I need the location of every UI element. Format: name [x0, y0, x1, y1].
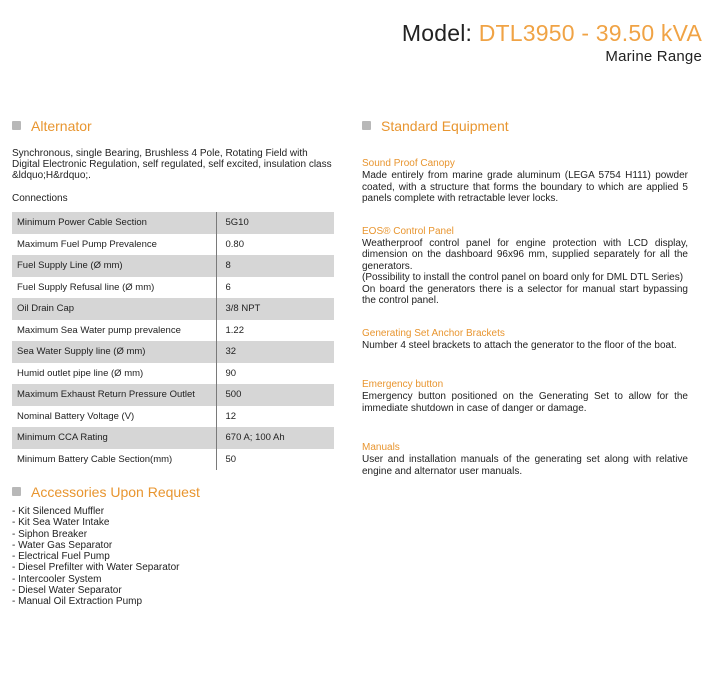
table-row: [12, 363, 334, 385]
spec-key: Oil Drain Cap: [12, 298, 216, 320]
spec-value: 3/8 NPT: [216, 298, 334, 320]
table-row: [12, 277, 334, 299]
table-row: [12, 384, 334, 406]
list-item: - Manual Oil Extraction Pump: [12, 596, 143, 608]
list-item: - Siphon Breaker: [12, 528, 88, 540]
spec-value: 5G10: [216, 212, 334, 234]
equipment-item-text: Emergency button positioned on the Generating Set to allow for the immediate shutdown in case of danger or damage.: [362, 391, 688, 414]
table-row: [12, 406, 334, 428]
table-row: [12, 298, 334, 320]
equipment-item-text: Made entirely from marine grade aluminum (LEGA 5754 H111) powder coated, with a structure that forms the boundary to which are applied 5 panels complete with retractable lever locks.: [362, 170, 688, 204]
list-item: - Water Gas Separator: [12, 539, 113, 551]
model-label: Model:: [401, 20, 473, 46]
standard-equipment-title: Standard Equipment: [381, 118, 509, 134]
equipment-item-text: Number 4 steel brackets to attach the generator to the floor of the boat.: [362, 339, 677, 351]
table-row: [12, 427, 334, 449]
square-bullet-icon: [362, 121, 371, 130]
spec-value: 1.22: [225, 324, 244, 336]
model-value: DTL3950 - 39.50 kVA: [478, 20, 702, 46]
list-item: - Diesel Water Separator: [12, 585, 122, 597]
spec-key: Minimum Battery Cable Section(mm): [12, 449, 216, 471]
spec-value: 32: [216, 341, 334, 363]
spec-key: Sea Water Supply line (Ø mm): [12, 341, 216, 363]
equipment-item-title: Manuals: [362, 442, 400, 453]
page-header: [402, 20, 702, 65]
standard-equipment-section-header: [362, 118, 688, 136]
alternator-description: Synchronous, single Bearing, Brushless 4 Pole, Rotating Field with Digital Electronic Regulation, self regulated, self excited, insulation class &ldquo;H&rdquo;.: [12, 148, 332, 181]
equipment-item-control-panel: [362, 226, 688, 307]
left-column: [12, 118, 334, 608]
equipment-item-title: Emergency button: [362, 379, 444, 390]
alternator-section-header: [12, 118, 334, 136]
spec-key: Minimum CCA Rating: [12, 427, 216, 449]
equipment-item-text: (Possibility to install the control panel on board only for DML DTL Series): [362, 272, 684, 283]
table-row: [12, 234, 334, 256]
accessories-section-header: [12, 484, 334, 502]
table-row: [12, 212, 334, 234]
spec-value: 12: [225, 410, 237, 422]
list-item: - Diesel Prefilter with Water Separator: [12, 562, 180, 574]
table-row: [12, 320, 334, 342]
equipment-item-canopy: [362, 158, 688, 205]
equipment-item-title: Generating Set Anchor Brackets: [362, 327, 505, 339]
spec-value: 50: [225, 453, 237, 465]
list-item: - Kit Silenced Muffler: [12, 506, 105, 517]
equipment-item-text: User and installation manuals of the generating set along with relative engine and alternator user manuals.: [362, 454, 688, 477]
equipment-item-text: Weatherproof control panel for engine protection with LCD display, dimension on the dashboard 96x96 mm, supplied separately for all the generators.: [362, 237, 688, 272]
spec-key: Minimum Power Cable Section: [12, 212, 216, 234]
equipment-item-title: EOS® Control Panel: [362, 225, 454, 237]
list-item: - Kit Sea Water Intake: [12, 517, 110, 529]
range-label: Marine Range: [605, 48, 702, 65]
spec-key: Fuel Supply Line (Ø mm): [12, 255, 216, 277]
list-item: - Intercooler System: [12, 573, 102, 585]
list-item: - Electrical Fuel Pump: [12, 551, 110, 563]
spec-value: 0.80: [225, 238, 244, 250]
spec-key: Fuel Supply Refusal line (Ø mm): [12, 277, 216, 299]
spec-value: 670 A; 100 Ah: [216, 427, 334, 449]
accessories-list: [12, 506, 334, 608]
spec-key: Maximum Exhaust Return Pressure Outlet: [12, 384, 216, 406]
spec-key: Humid outlet pipe line (Ø mm): [12, 363, 216, 385]
spec-value: 500: [216, 384, 334, 406]
table-row: [12, 341, 334, 363]
spec-key: Nominal Battery Voltage (V): [12, 406, 216, 428]
spec-table: [12, 212, 334, 470]
square-bullet-icon: [12, 487, 21, 496]
square-bullet-icon: [12, 121, 21, 130]
spec-value: 90: [225, 367, 237, 379]
table-row: [12, 255, 334, 277]
spec-key: Maximum Sea Water pump prevalence: [12, 320, 216, 342]
alternator-title: Alternator: [31, 118, 92, 134]
equipment-item-title: Sound Proof Canopy: [362, 158, 455, 169]
accessories-title: Accessories Upon Request: [31, 484, 200, 500]
table-row: [12, 449, 334, 471]
equipment-item-manuals: [362, 442, 688, 477]
spec-key: Maximum Fuel Pump Prevalence: [12, 234, 216, 256]
connections-label: Connections: [12, 193, 68, 204]
equipment-item-text: On board the generators there is a selector for manual start bypassing the control panel.: [362, 283, 688, 306]
right-column: [362, 118, 688, 491]
spec-value: 6: [225, 281, 231, 293]
equipment-item-anchor-brackets: [362, 328, 688, 352]
equipment-item-emergency-button: [362, 379, 688, 414]
spec-value: 8: [216, 255, 334, 277]
model-title: [402, 20, 702, 46]
